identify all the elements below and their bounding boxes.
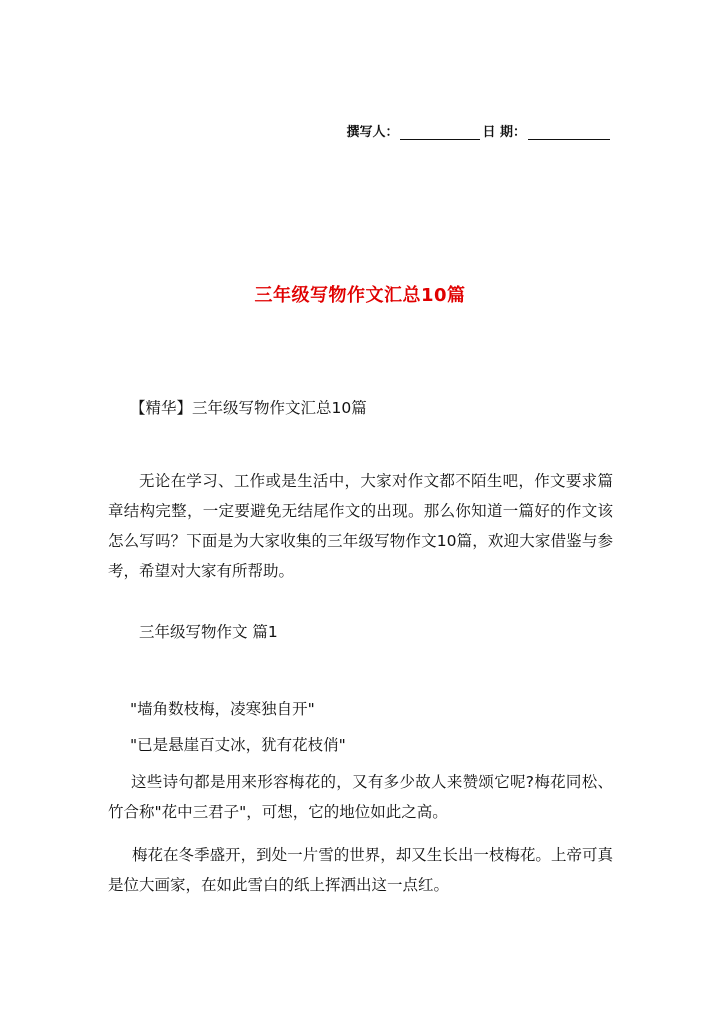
- date-blank: [528, 125, 610, 140]
- author-label: 撰写人：: [346, 125, 399, 140]
- document-title: 三年级写物作文汇总10篇: [254, 285, 466, 306]
- section-heading: 三年级写物作文 篇1: [139, 623, 278, 641]
- body-paragraph-2: 梅花在冬季盛开，到处一片雪的世界，却又生长出一枝梅花。上帝可真是位大画家，在如此雪白的纸上挥洒出这一点红。: [108, 846, 613, 894]
- body-paragraph-1: 这些诗句都是用来形容梅花的，又有多少故人来赞颂它呢?梅花同松、竹合称"花中三君子"，可想，它的地位如此之高。: [108, 773, 613, 821]
- intro-paragraph: 无论在学习、工作或是生活中，大家对作文都不陌生吧，作文要求篇章结构完整，一定要避免无结尾作文的出现。那么你知道一篇好的作文该怎么写吗？下面是为大家收集的三年级写物作文10篇，欢迎大家借鉴与参考，希望对大家有所帮助。: [108, 472, 613, 580]
- poem-line-1: "墙角数枝梅，凌寒独自开": [130, 700, 315, 718]
- author-blank: [400, 125, 480, 140]
- date-label: 日 期：: [482, 125, 526, 140]
- author-date-line: [346, 124, 612, 142]
- poem-line-2: "已是悬崖百丈冰，犹有花枝俏": [130, 736, 346, 754]
- subtitle: 【精华】三年级写物作文汇总10篇: [130, 399, 367, 417]
